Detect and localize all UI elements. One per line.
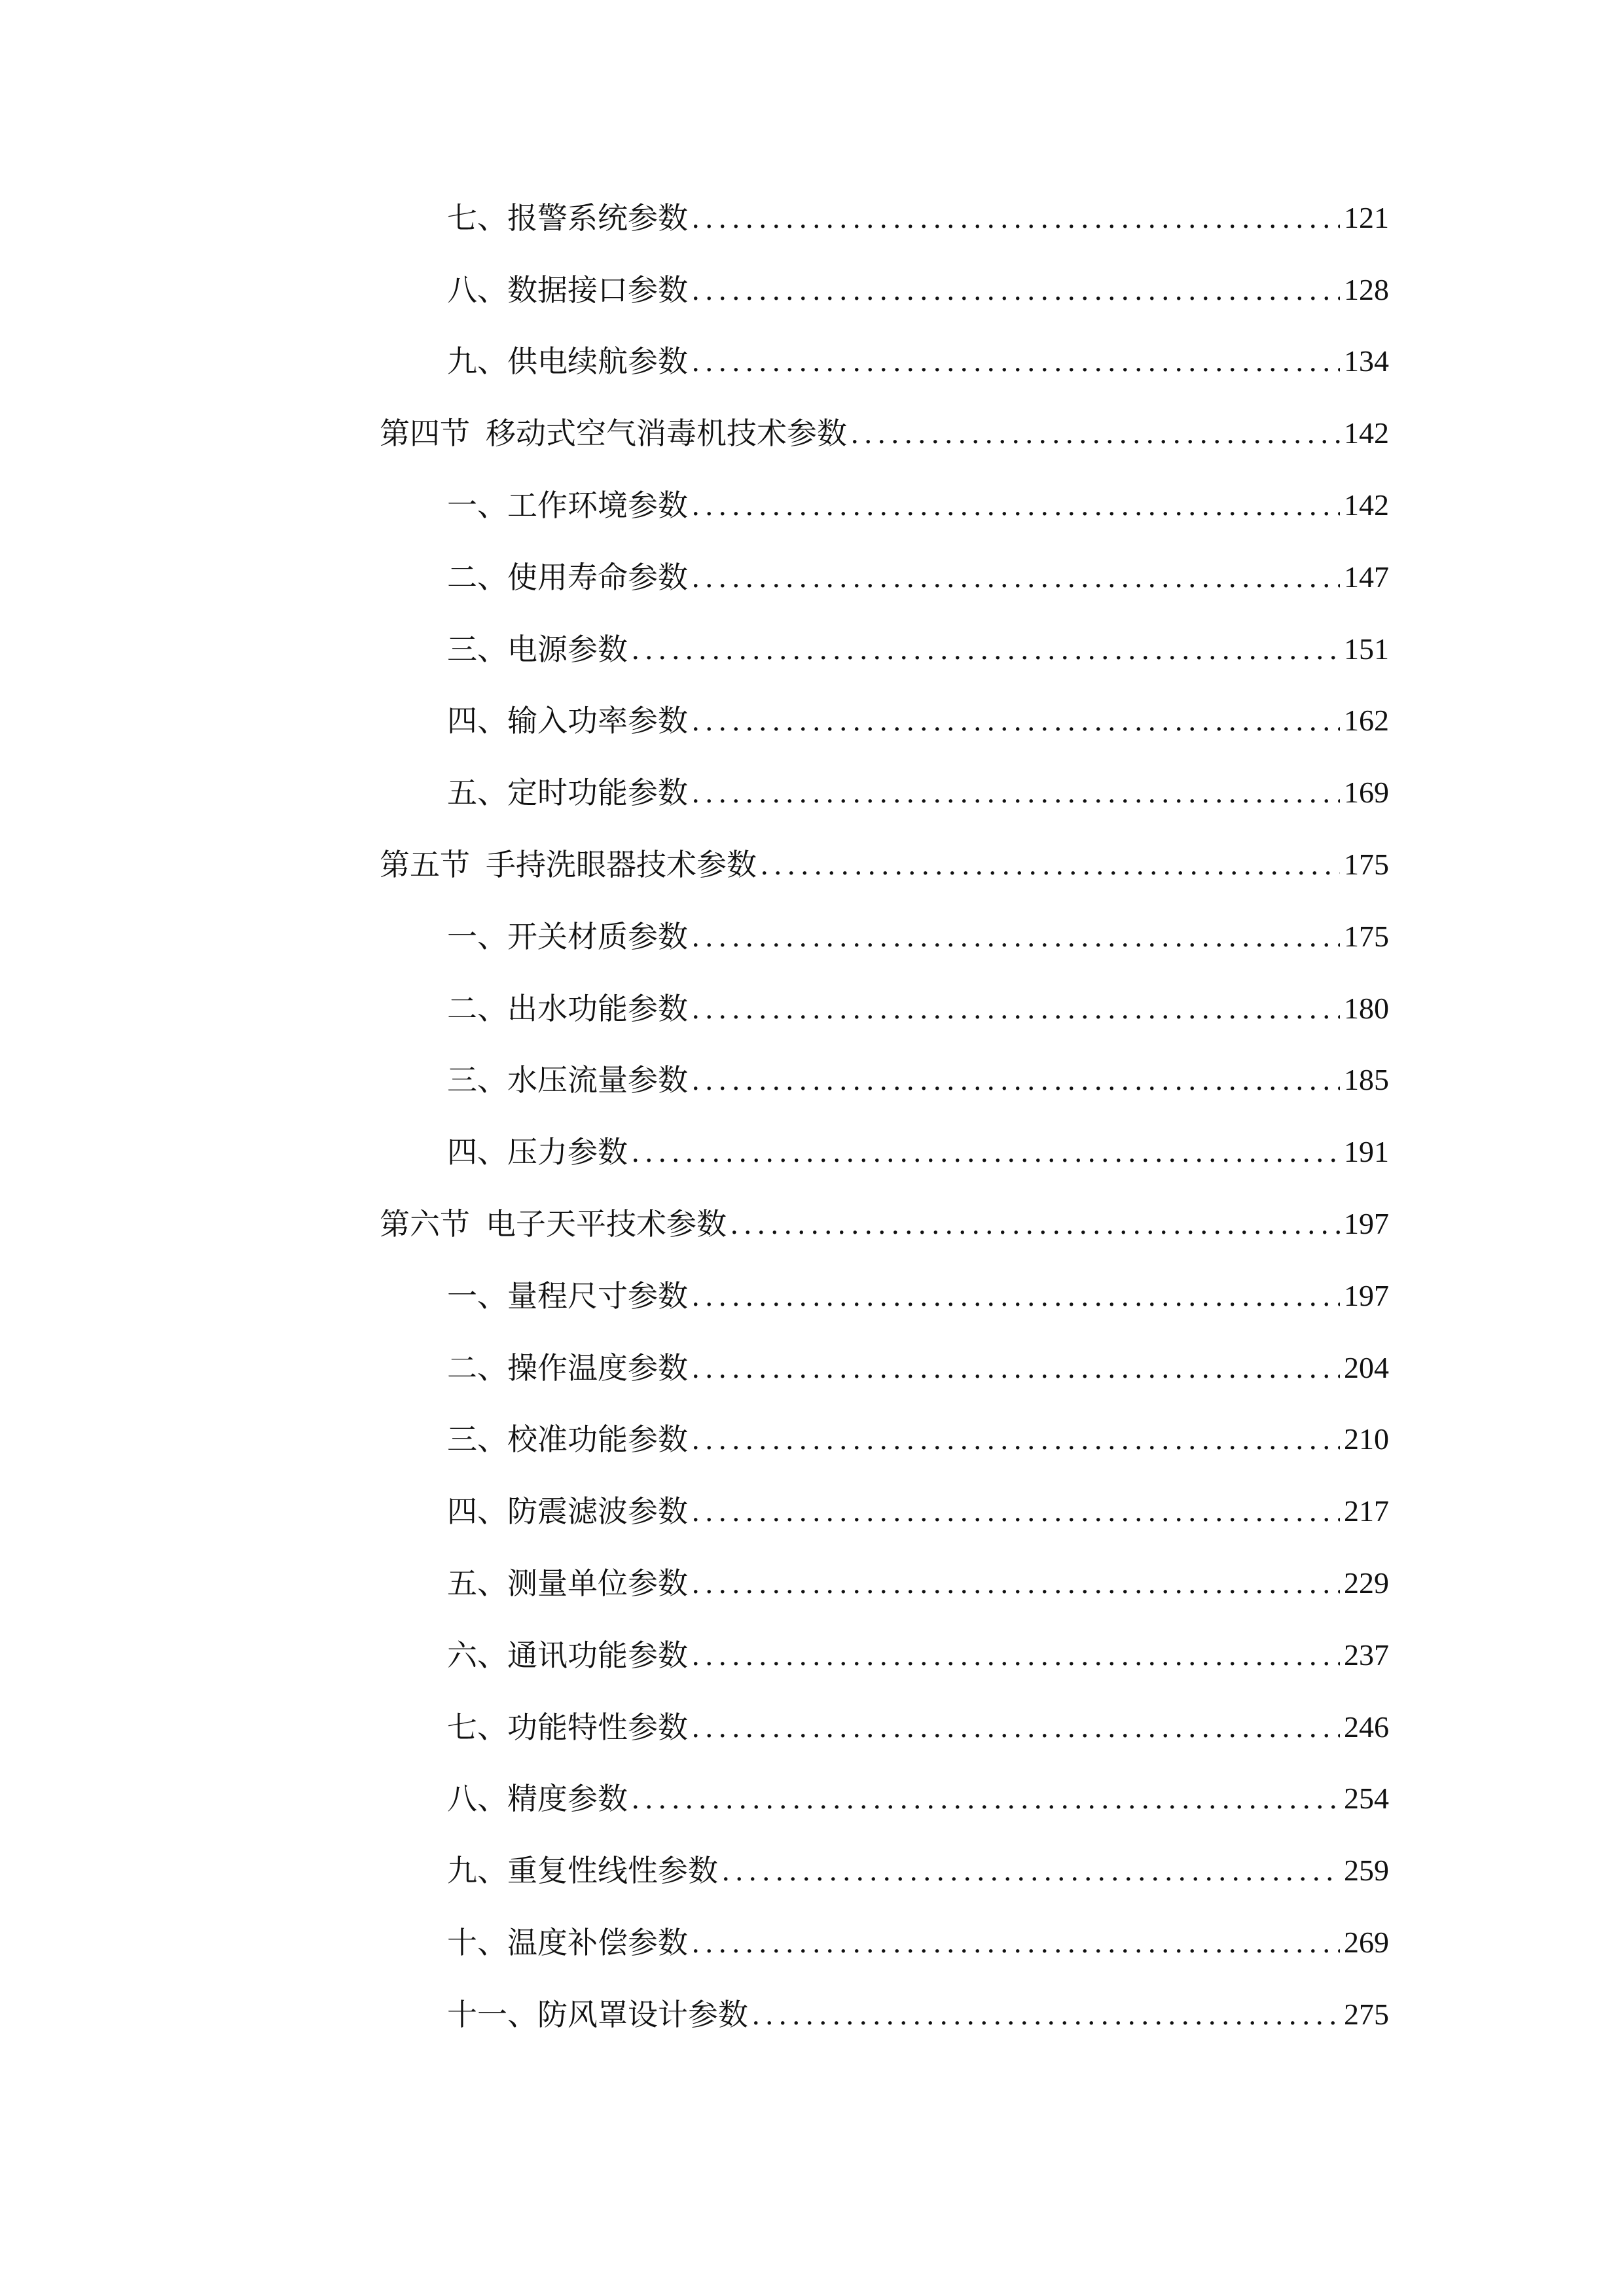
entry-title: 移动式空气消毒机技术参数 xyxy=(486,416,847,452)
toc-entry[interactable] xyxy=(380,1547,1389,1619)
page-number: 142 xyxy=(1344,416,1389,450)
entry-title: 手持洗眼器技术参数 xyxy=(486,847,757,883)
page-number: 175 xyxy=(1344,919,1389,953)
toc-entry[interactable] xyxy=(380,1835,1389,1907)
entry-number: 第五节 xyxy=(380,847,470,883)
page-number: 204 xyxy=(1344,1350,1389,1384)
page-number: 147 xyxy=(1344,560,1389,594)
dot-leader xyxy=(692,490,1340,520)
entry-number: 七、 xyxy=(447,200,507,236)
entry-number: 十一、 xyxy=(447,1996,537,2032)
dot-leader xyxy=(692,922,1340,952)
entry-title: 使用寿命参数 xyxy=(507,559,688,595)
dot-leader xyxy=(692,275,1340,305)
page-number: 217 xyxy=(1344,1494,1389,1528)
entry-title: 压力参数 xyxy=(507,1134,628,1170)
dot-leader xyxy=(692,1353,1340,1383)
toc-entry[interactable] xyxy=(380,901,1389,973)
dot-leader xyxy=(692,1712,1340,1742)
entry-number: 二、 xyxy=(447,1350,507,1386)
entry-number: 九、 xyxy=(447,344,507,380)
entry-title: 防震滤波参数 xyxy=(507,1494,688,1530)
entry-number: 二、 xyxy=(447,990,507,1026)
entry-title: 测量单位参数 xyxy=(507,1566,688,1602)
entry-title: 输入功率参数 xyxy=(507,703,688,739)
entry-number: 九、 xyxy=(447,1853,507,1889)
entry-number: 三、 xyxy=(447,1422,507,1458)
dot-leader xyxy=(692,1065,1340,1095)
entry-number: 三、 xyxy=(447,631,507,667)
dot-leader xyxy=(632,1137,1340,1167)
dot-leader xyxy=(692,1928,1340,1958)
entry-title: 开关材质参数 xyxy=(507,918,688,954)
toc-entry[interactable] xyxy=(380,541,1389,613)
page-number: 210 xyxy=(1344,1422,1389,1456)
toc-entry[interactable] xyxy=(380,182,1389,254)
dot-leader xyxy=(722,1856,1340,1886)
dot-leader xyxy=(632,634,1340,664)
page-number: 142 xyxy=(1344,488,1389,522)
entry-title: 数据接口参数 xyxy=(507,272,688,308)
page-number: 162 xyxy=(1344,704,1389,738)
toc-section-entry[interactable] xyxy=(380,829,1389,901)
entry-title: 温度补偿参数 xyxy=(507,1925,688,1961)
entry-title: 量程尺寸参数 xyxy=(507,1278,688,1314)
entry-title: 水压流量参数 xyxy=(507,1062,688,1098)
dot-leader xyxy=(692,562,1340,592)
toc-entry[interactable] xyxy=(380,1404,1389,1476)
toc-entry[interactable] xyxy=(380,613,1389,685)
entry-title: 电子天平技术参数 xyxy=(486,1206,727,1242)
dot-leader xyxy=(692,1496,1340,1526)
entry-number: 第六节 xyxy=(380,1206,470,1242)
toc-entry[interactable] xyxy=(380,1260,1389,1332)
page-number: 151 xyxy=(1344,632,1389,666)
table-of-contents xyxy=(380,182,1389,2051)
entry-number: 四、 xyxy=(447,1134,507,1170)
dot-leader xyxy=(692,994,1340,1024)
entry-number: 四、 xyxy=(447,703,507,739)
toc-entry[interactable] xyxy=(380,1907,1389,1979)
entry-title: 操作温度参数 xyxy=(507,1350,688,1386)
page-number: 169 xyxy=(1344,776,1389,810)
toc-entry[interactable] xyxy=(380,1045,1389,1117)
dot-leader xyxy=(761,850,1340,880)
page-number: 175 xyxy=(1344,848,1389,882)
toc-entry[interactable] xyxy=(380,254,1389,326)
dot-leader xyxy=(692,1568,1340,1598)
entry-number: 五、 xyxy=(447,775,507,811)
entry-number: 三、 xyxy=(447,1062,507,1098)
entry-number: 五、 xyxy=(447,1566,507,1602)
entry-number: 七、 xyxy=(447,1709,507,1745)
entry-title: 通讯功能参数 xyxy=(507,1637,688,1673)
dot-leader xyxy=(851,418,1340,448)
entry-title: 工作环境参数 xyxy=(507,488,688,524)
page-number: 197 xyxy=(1344,1278,1389,1312)
entry-title: 电源参数 xyxy=(507,631,628,667)
entry-title: 定时功能参数 xyxy=(507,775,688,811)
entry-title: 出水功能参数 xyxy=(507,990,688,1026)
entry-title: 精度参数 xyxy=(507,1781,628,1817)
entry-number: 八、 xyxy=(447,1781,507,1817)
page-number: 269 xyxy=(1344,1926,1389,1960)
entry-number: 一、 xyxy=(447,1278,507,1314)
toc-entry[interactable] xyxy=(380,1691,1389,1763)
entry-title: 防风罩设计参数 xyxy=(537,1996,748,2032)
toc-entry[interactable] xyxy=(380,469,1389,541)
page-number: 259 xyxy=(1344,1854,1389,1888)
dot-leader xyxy=(692,203,1340,233)
toc-entry[interactable] xyxy=(380,757,1389,829)
toc-entry[interactable] xyxy=(380,326,1389,398)
entry-number: 二、 xyxy=(447,559,507,595)
dot-leader xyxy=(692,346,1340,376)
dot-leader xyxy=(692,1640,1340,1670)
entry-title: 功能特性参数 xyxy=(507,1709,688,1745)
toc-entry[interactable] xyxy=(380,1116,1389,1188)
dot-leader xyxy=(731,1209,1340,1239)
toc-entry[interactable] xyxy=(380,1763,1389,1835)
page-number: 191 xyxy=(1344,1135,1389,1169)
toc-entry[interactable] xyxy=(380,1475,1389,1547)
page-number: 246 xyxy=(1344,1710,1389,1744)
toc-entry[interactable] xyxy=(380,685,1389,757)
entry-number: 六、 xyxy=(447,1637,507,1673)
dot-leader xyxy=(692,706,1340,736)
page-number: 229 xyxy=(1344,1566,1389,1600)
page-number: 128 xyxy=(1344,272,1389,306)
entry-number: 四、 xyxy=(447,1494,507,1530)
entry-number: 一、 xyxy=(447,488,507,524)
page-number: 185 xyxy=(1344,1063,1389,1097)
page-number: 197 xyxy=(1344,1207,1389,1241)
dot-leader xyxy=(692,1424,1340,1454)
entry-number: 一、 xyxy=(447,918,507,954)
toc-section-entry[interactable] xyxy=(380,397,1389,469)
entry-number: 第四节 xyxy=(380,416,470,452)
page-number: 121 xyxy=(1344,200,1389,234)
entry-title: 校准功能参数 xyxy=(507,1422,688,1458)
entry-title: 重复性线性参数 xyxy=(507,1853,718,1889)
entry-number: 十、 xyxy=(447,1925,507,1961)
page-number: 180 xyxy=(1344,991,1389,1025)
toc-entry[interactable] xyxy=(380,1332,1389,1404)
page-number: 254 xyxy=(1344,1782,1389,1816)
page-number: 237 xyxy=(1344,1638,1389,1672)
toc-entry[interactable] xyxy=(380,973,1389,1045)
entry-number: 八、 xyxy=(447,272,507,308)
dot-leader xyxy=(632,1784,1340,1814)
entry-title: 报警系统参数 xyxy=(507,200,688,236)
page-number: 134 xyxy=(1344,344,1389,378)
entry-title: 供电续航参数 xyxy=(507,344,688,380)
dot-leader xyxy=(692,1281,1340,1311)
page-number: 275 xyxy=(1344,1997,1389,2031)
toc-section-entry[interactable] xyxy=(380,1188,1389,1260)
toc-entry[interactable] xyxy=(380,1979,1389,2051)
dot-leader xyxy=(692,778,1340,808)
toc-entry[interactable] xyxy=(380,1619,1389,1691)
dot-leader xyxy=(752,2000,1340,2030)
